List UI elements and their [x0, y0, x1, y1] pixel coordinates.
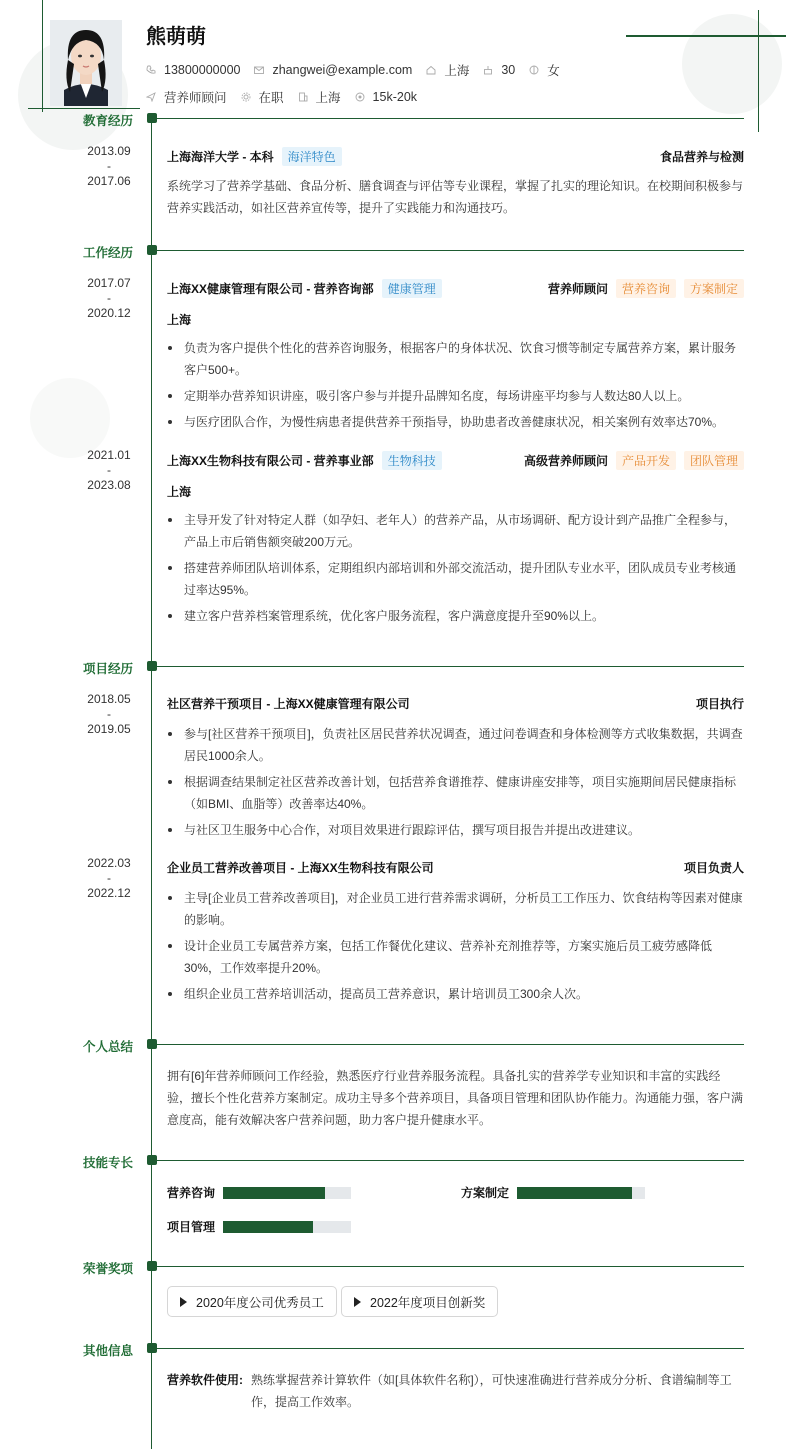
skill-item: [461, 1184, 645, 1201]
gender-icon: [529, 65, 539, 75]
gender-value: 女: [547, 64, 560, 78]
phone-icon: [146, 65, 156, 75]
section-title-summary: 个人总结: [83, 1040, 134, 1054]
decor-line-top-right-horizontal: [626, 35, 786, 37]
phone-item: [146, 63, 240, 77]
work-1-company: 上海XX健康管理有限公司 - 营养咨询部: [167, 282, 374, 296]
work-2-company: 上海XX生物科技有限公司 - 营养事业部: [167, 454, 374, 468]
skill-bar-fill: [223, 1221, 313, 1233]
other-info-label: 营养软件使用:: [167, 1373, 243, 1387]
award-badge: [341, 1286, 498, 1317]
work-2-date: 2021.01 - 2023.08: [87, 448, 131, 492]
age-value: 30: [501, 63, 516, 77]
work-2-role: 高级营养师顾问: [523, 454, 608, 468]
send-icon: [146, 92, 156, 102]
project-1-date: 2018.05 - 2019.05: [87, 692, 131, 736]
mail-icon: [254, 65, 264, 75]
project-1-header: [167, 695, 744, 712]
skill-item: [167, 1218, 351, 1235]
work-2-city: 上海: [167, 485, 192, 499]
contact-row: [146, 61, 574, 79]
job-intent-row: [146, 88, 431, 106]
school-name: 上海海洋大学 - 本科: [167, 150, 274, 164]
education-date: 2013.09 - 2017.06: [87, 144, 131, 188]
section-divider-other: [157, 1348, 744, 1349]
project-2-date: 2022.03 - 2022.12: [87, 856, 131, 900]
section-marker-projects: [147, 661, 157, 671]
work-1-bullet: 定期举办营养知识讲座，吸引客户参与并提升品牌知名度，每场讲座平均参与人数达80人以上。: [167, 385, 744, 407]
work-2-role-tag: 产品开发: [616, 451, 676, 470]
project-1-bullet: 参与[社区营养干预项目]，负责社区居民营养状况调查，通过问卷调查和身体检测等方式收集数据，共调查居民1000余人。: [167, 723, 744, 767]
skill-item: [167, 1184, 351, 1201]
skill-bar: [223, 1187, 351, 1199]
section-divider-education: [157, 118, 744, 119]
section-marker-education: [147, 113, 157, 123]
section-title-education: 教育经历: [83, 114, 134, 128]
location-item: [426, 61, 469, 79]
section-title-other: 其他信息: [83, 1344, 134, 1358]
project-2-bullet: 设计企业员工专属营养方案，包括工作餐优化建议、营养补充剂推荐等，方案实施后员工疲劳感降低30%，工作效率提升20%。: [167, 935, 744, 979]
avatar-portrait-icon: [50, 20, 122, 106]
section-divider-skills: [157, 1160, 744, 1161]
phone-value: 13800000000: [164, 63, 241, 77]
skill-name: 方案制定: [461, 1186, 510, 1200]
award-text: 2022年度项目创新奖: [370, 1295, 486, 1310]
education-header: [167, 147, 744, 166]
section-marker-awards: [147, 1261, 157, 1271]
skill-name: 营养咨询: [167, 1186, 216, 1200]
work-1-role: 营养师顾问: [547, 282, 608, 296]
summary-text: 拥有[6]年营养师顾问工作经验，熟悉医疗行业营养服务流程。具备扎实的营养学专业知识和丰富的实践经验，擅长个性化营养方案制定。成功主导多个营养项目，具备项目管理和团队协作能力。沟通能力强，客户满意度高，能有效解决客户营养问题，助力客户提升健康水平。: [167, 1069, 744, 1127]
work-1-role-tag: 方案制定: [684, 279, 744, 298]
project-1-title: 社区营养干预项目 - 上海XX健康管理有限公司: [167, 697, 410, 711]
salary-item: [355, 90, 417, 104]
project-1-bullet: 与社区卫生服务中心合作，对项目效果进行跟踪评估，撰写项目报告并提出改进建议。: [167, 819, 744, 841]
work-2-role-tag: 团队管理: [684, 451, 744, 470]
school-tag: 海洋特色: [282, 147, 342, 166]
candidate-name: 熊萌萌: [146, 26, 206, 48]
work-1-city: 上海: [167, 313, 192, 327]
decor-line-top-left-vertical: [42, 0, 43, 112]
section-marker-summary: [147, 1039, 157, 1049]
skill-bar-fill: [517, 1187, 632, 1199]
work-1-date: 2017.07 - 2020.12: [87, 276, 131, 320]
target-city-item: [298, 88, 341, 106]
work-2-header: [167, 451, 744, 470]
cake-icon: [483, 65, 493, 75]
project-1-bullet: 根据调查结果制定社区营养改善计划，包括营养食谱推荐、健康讲座安排等，项目实施期间居民健康指标（如BMI、血脂等）改善率达40%。: [167, 771, 744, 815]
work-2-bullet: 搭建营养师团队培训体系，定期组织内部培训和外部交流活动，提升团队专业水平，团队成员专业考核通过率达95%。: [167, 557, 744, 601]
salary-value: 15k-20k: [372, 90, 418, 104]
work-1-tag: 健康管理: [382, 279, 442, 298]
section-title-work: 工作经历: [83, 246, 134, 260]
section-marker-work: [147, 245, 157, 255]
major-name: 食品营养与检测: [659, 150, 744, 164]
status-value: 在职: [258, 91, 284, 105]
decor-line-top-right-vertical: [758, 10, 759, 132]
play-icon: [354, 1297, 361, 1307]
project-2-role: 项目负责人: [683, 861, 744, 875]
work-2-bullet: 主导开发了针对特定人群（如孕妇、老年人）的营养产品，从市场调研、配方设计到产品推广全程参与，产品上市后销售额突破200万元。: [167, 509, 744, 553]
section-divider-awards: [157, 1266, 744, 1267]
work-1-bullet: 与医疗团队合作，为慢性病患者提供营养干预指导，协助患者改善健康状况，相关案例有效率达70%。: [167, 411, 744, 433]
work-1-role-tag: 营养咨询: [616, 279, 676, 298]
project-2-title: 企业员工营养改善项目 - 上海XX生物科技有限公司: [167, 861, 434, 875]
location-value: 上海: [444, 64, 470, 78]
section-divider-summary: [157, 1044, 744, 1045]
other-info-text: 熟练掌握营养计算软件（如[具体软件名称]），可快速准确进行营养成分分析、食谱编制等工作，提高工作效率。: [251, 1373, 732, 1409]
gear-icon: [241, 92, 251, 102]
award-text: 2020年度公司优秀员工: [196, 1295, 324, 1310]
position-item: [146, 88, 227, 106]
work-1-bullet: 负责为客户提供个性化的营养咨询服务，根据客户的身体状况、饮食习惯等制定专属营养方案，累计服务客户500+。: [167, 337, 744, 381]
work-1-header: [167, 279, 744, 298]
section-marker-other: [147, 1343, 157, 1353]
section-title-skills: 技能专长: [83, 1156, 134, 1170]
project-2-bullet: 组织企业员工营养培训活动，提高员工营养意识，累计培训员工300余人次。: [167, 983, 744, 1005]
award-badge: [167, 1286, 337, 1317]
target-city-value: 上海: [315, 91, 341, 105]
section-marker-skills: [147, 1155, 157, 1165]
project-2-bullet: 主导[企业员工营养改善项目]，对企业员工进行营养需求调研，分析员工工作压力、饮食结构等因素对健康的影响。: [167, 887, 744, 931]
age-item: [483, 63, 515, 77]
other-info-row: [167, 1369, 744, 1413]
position-value: 营养师顾问: [164, 91, 227, 105]
project-2-header: [167, 859, 744, 876]
section-divider-work: [157, 250, 744, 251]
skill-name: 项目管理: [167, 1220, 216, 1234]
status-item: [241, 88, 284, 106]
education-description: 系统学习了营养学基础、食品分析、膳食调查与评估等专业课程，掌握了扎实的理论知识。在校期间积极参与营养实践活动，如社区营养宣传等，提升了实践能力和沟通技巧。: [167, 179, 744, 215]
work-2-tag: 生物科技: [382, 451, 442, 470]
section-divider-projects: [157, 666, 744, 667]
building-icon: [298, 92, 308, 102]
avatar: [50, 20, 122, 106]
project-1-role: 项目执行: [695, 697, 744, 711]
email-value: zhangwei@example.com: [272, 63, 413, 77]
email-item: [254, 63, 412, 77]
home-icon: [426, 65, 436, 75]
work-2-bullet: 建立客户营养档案管理系统，优化客户服务流程，客户满意度提升至90%以上。: [167, 605, 744, 627]
play-icon: [180, 1297, 187, 1307]
decor-line-top-left-horizontal: [28, 108, 140, 109]
section-title-awards: 荣誉奖项: [83, 1262, 134, 1276]
section-title-projects: 项目经历: [83, 662, 134, 676]
skill-bar: [223, 1221, 351, 1233]
skill-bar: [517, 1187, 645, 1199]
gender-item: [529, 61, 560, 79]
decor-circle-mid-left: [30, 378, 110, 458]
skill-bar-fill: [223, 1187, 325, 1199]
timeline-line: [151, 118, 152, 1449]
decor-circle-top-right: [682, 14, 782, 114]
coin-icon: [355, 92, 365, 102]
